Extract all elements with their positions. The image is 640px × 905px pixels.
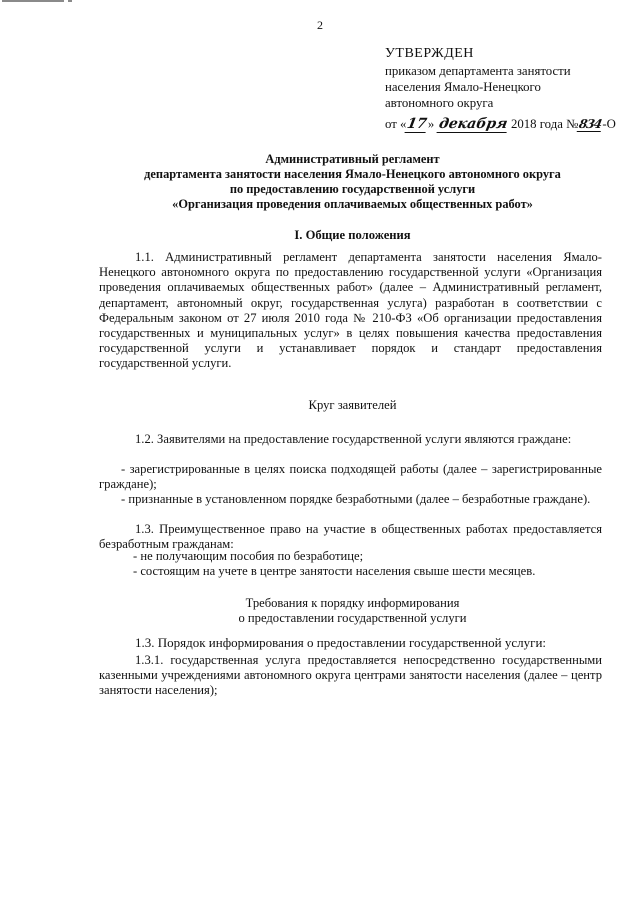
handwritten-order-number: 834 [578,117,603,131]
date-mid: » [427,117,435,131]
approval-stamp-block [385,46,625,111]
paragraph-1-1: 1.1. Административный регламент департамента занятости населения Ямало-Ненецкого автономного округа по предоставлению государственной услуги «Организация проведения оплачиваемых общественных работ» (далее – Административный регламент, департамент, автономный округ, государственная услуга) разработан в соответствии с Федеральным законом от 27 июля 2010 года № 210-ФЗ «Об организации предоставления государственных и муниципальных услуг» в целях повышения качества предоставления государственной услуги и устанавливает порядок и стандарт предоставления государственной услуги. [99,250,602,371]
approval-line: автономного округа [385,96,494,110]
date-prefix: от « [385,117,407,131]
approval-line: приказом департамента занятости [385,64,571,78]
info-heading-line: о предоставлении государственной услуги [238,611,467,625]
handwritten-month: декабря [437,116,509,132]
document-title [70,152,635,212]
year-text: 2018 года № [510,117,579,131]
applicants-item: - зарегистрированные в целях поиска подходящей работы (далее – зарегистрированные граждане); [99,462,602,492]
title-line: по предоставлению государственной услуги [229,182,476,196]
applicants-heading: Круг заявителей [308,398,397,412]
scan-mark [2,0,64,2]
paragraph-1-3-1: 1.3.1. государственная услуга предоставляется непосредственно государственными казенными учреждениями автономного округа центрами занятости населения (далее – центр занятости населения); [99,653,602,698]
handwritten-day: 17 [406,116,429,132]
title-line: «Организация проведения оплачиваемых общественных работ» [172,197,533,211]
priority-item: - не получающим пособия по безработице; [133,549,364,563]
order-date-line [385,116,625,133]
page-number: 2 [317,18,323,32]
priority-item: - состоящим на учете в центре занятости населения свыше шести месяцев. [133,564,536,578]
title-line: департамента занятости населения Ямало-Ненецкого автономного округа [144,167,561,181]
paragraph-1-3: 1.3. Преимущественное право на участие в общественных работах предоставляется безработным гражданам: [99,522,602,552]
title-line: Административный регламент [265,152,440,166]
scan-mark [68,0,72,2]
order-number-suffix: -О [602,117,616,131]
paragraph-1-2: 1.2. Заявителями на предоставление государственной услуги являются граждане: [135,432,572,446]
section-heading: I. Общие положения [294,228,411,242]
approval-heading: УТВЕРЖДЕН [385,46,474,61]
info-heading-line: Требования к порядку информирования [245,596,460,610]
approval-line: населения Ямало-Ненецкого [385,80,541,94]
applicants-item: - признанные в установленном порядке безработными (далее – безработные граждане). [121,492,591,506]
paragraph-1-3-info: 1.3. Порядок информирования о предоставлении государственной услуги: [135,635,547,650]
